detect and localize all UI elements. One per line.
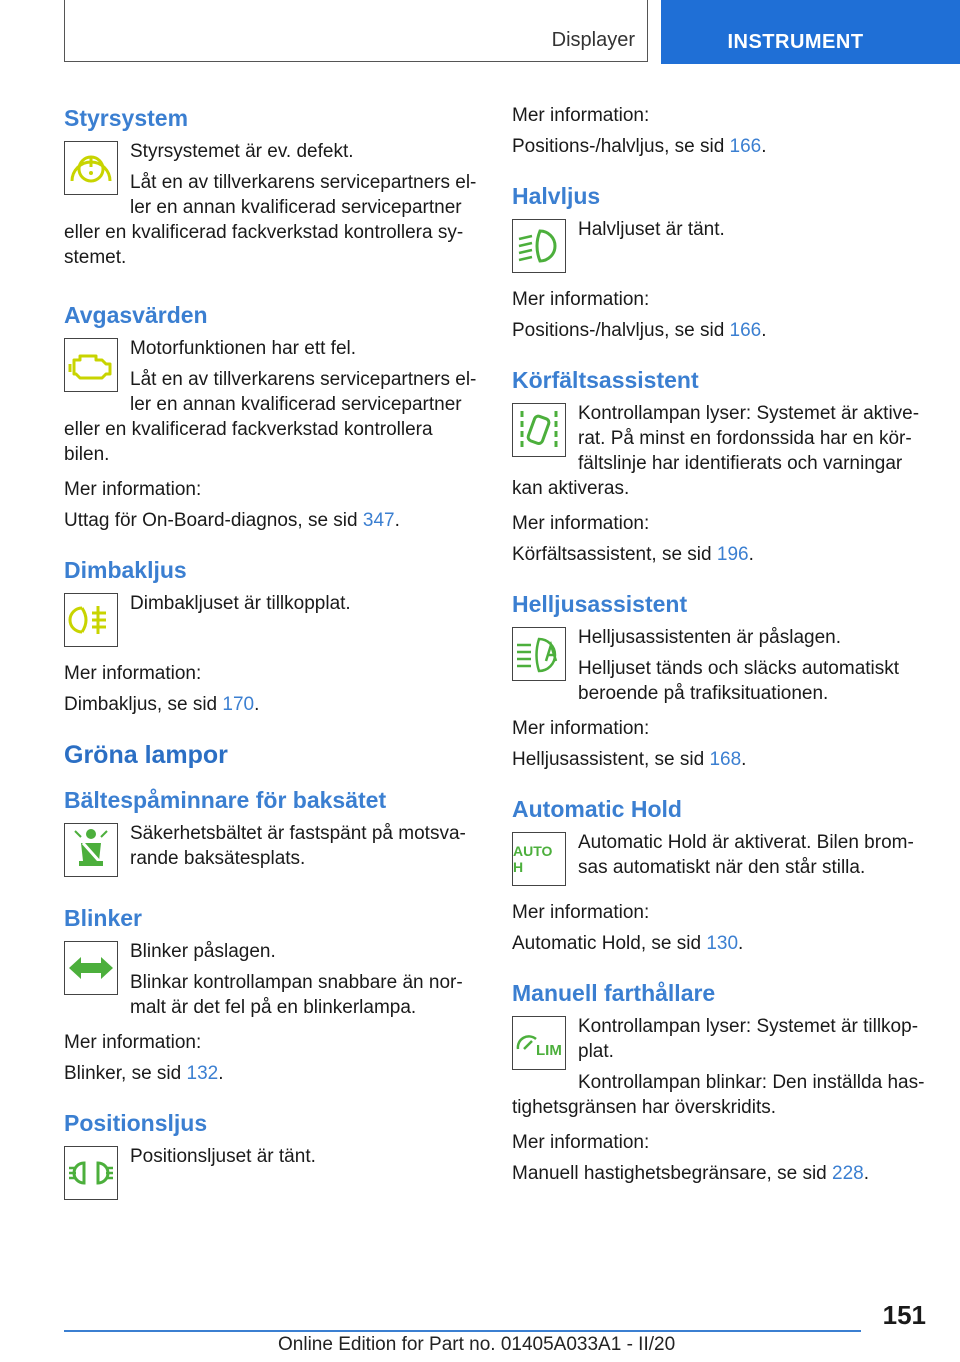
page-link[interactable]: 196	[716, 544, 749, 565]
more-info-label: Mer information:	[512, 1132, 650, 1153]
header-section-box	[64, 0, 648, 62]
paragraph: Säkerhetsbältet är fastspänt på motsva- rande baksätesplats.	[130, 823, 466, 869]
auto-hold-icon-text: AUTO H	[513, 843, 553, 875]
position-light-icon	[64, 1146, 118, 1200]
section-title: Bältespåminnare för baksätet	[64, 787, 387, 813]
section-position-more	[512, 103, 932, 159]
cross-reference: Positions-/halvljus, se sid 166.	[512, 136, 767, 157]
section-title: Positionsljus	[64, 1110, 208, 1136]
section-korfaltsassistent	[512, 365, 932, 567]
footer-edition: Online Edition for Part no. 01405A033A1 - II/20	[278, 1334, 676, 1355]
cross-reference: Dimbakljus, se sid 170.	[64, 694, 260, 715]
page-link[interactable]: 347	[362, 510, 395, 531]
speed-limiter-icon	[512, 1016, 566, 1070]
high-beam-assist-icon	[512, 627, 566, 681]
paragraph: Positionsljuset är tänt.	[130, 1146, 316, 1167]
page-link[interactable]: 170	[222, 694, 255, 715]
page-number: 151	[882, 1300, 926, 1330]
page-link[interactable]: 132	[186, 1063, 219, 1084]
header-chapter-label: INSTRUMENT	[727, 31, 864, 53]
cross-reference: Helljusassistent, se sid 168.	[512, 749, 747, 770]
paragraph: Kontrollampan lyser: Systemet är tillkop- plat.	[578, 1016, 919, 1062]
header-section-label: Displayer	[551, 29, 635, 51]
section-blinker	[64, 903, 482, 1086]
low-beam-icon	[512, 219, 566, 273]
page-link[interactable]: 166	[729, 320, 762, 341]
cross-reference: Positions-/halvljus, se sid 166.	[512, 320, 767, 341]
cross-reference: Uttag för On-Board-diagnos, se sid 347.	[64, 510, 400, 531]
paragraph: Blinkar kontrollampan snabbare än nor- malt är det fel på en blinkerlampa.	[130, 972, 463, 1018]
header-chapter-tab	[661, 0, 960, 64]
chapter-heading-green-lamps: Gröna lampor	[64, 741, 228, 769]
section-title: Körfältsassistent	[512, 367, 699, 393]
turn-signal-icon	[64, 941, 118, 995]
paragraph: eller en kvalificerad fackverkstad kontrollera bilen.	[64, 419, 433, 465]
section-title: Blinker	[64, 905, 142, 931]
more-info-label: Mer information:	[512, 105, 650, 126]
section-positionsljus	[64, 1108, 482, 1204]
page-link[interactable]: 166	[729, 136, 762, 157]
section-title: Automatic Hold	[512, 796, 682, 822]
section-title: Manuell farthållare	[512, 980, 716, 1006]
right-column	[512, 103, 932, 1208]
more-info-label: Mer information:	[64, 663, 202, 684]
more-info-label: Mer information:	[512, 289, 650, 310]
paragraph: Motorfunktionen har ett fel.	[130, 338, 357, 359]
paragraph: Dimbakljuset är tillkopplat.	[130, 593, 351, 614]
cross-reference: Körfältsassistent, se sid 196.	[512, 544, 754, 565]
more-info-label: Mer information:	[64, 1032, 202, 1053]
section-title: Helljusassistent	[512, 591, 688, 617]
cross-reference: Automatic Hold, se sid 130.	[512, 933, 744, 954]
section-title: Halvljus	[512, 183, 601, 209]
paragraph: Styrsystemet är ev. defekt.	[130, 141, 354, 162]
auto-hold-icon	[512, 832, 566, 886]
left-column	[64, 103, 482, 1226]
section-halvljus	[512, 181, 932, 343]
cross-reference: Manuell hastighetsbegränsare, se sid 228.	[512, 1163, 870, 1184]
more-info-label: Mer information:	[64, 479, 202, 500]
section-title: Styrsystem	[64, 105, 189, 131]
paragraph: Låt en av tillverkarens servicepartners el- ler en annan kvalificerad servicepartner	[130, 172, 477, 218]
rear-fog-light-icon	[64, 593, 118, 647]
section-avgasvarden	[64, 300, 482, 533]
paragraph: Kontrollampan blinkar: Den inställda has- tighetsgränsen har överskridits.	[512, 1072, 925, 1118]
more-info-label: Mer information:	[512, 718, 650, 739]
section-helljusassistent	[512, 589, 932, 772]
paragraph: eller en kvalificerad fackverkstad kontrollera sy- stemet.	[64, 222, 464, 268]
section-dimbakljus	[64, 555, 482, 717]
section-automatic-hold	[512, 794, 932, 956]
page-link[interactable]: 168	[709, 749, 742, 770]
more-info-label: Mer information:	[512, 513, 650, 534]
cross-reference: Blinker, se sid 132.	[64, 1063, 224, 1084]
section-baltespaminnare	[64, 785, 482, 881]
page-link[interactable]: 130	[706, 933, 739, 954]
paragraph: Halvljuset är tänt.	[578, 219, 725, 240]
paragraph: Automatic Hold är aktiverat. Bilen brom- sas automatiskt när den står stilla.	[578, 832, 914, 878]
more-info-label: Mer information:	[512, 902, 650, 923]
speed-limiter-icon-text: LIM	[536, 1042, 562, 1059]
footer-divider	[64, 1330, 861, 1332]
seatbelt-icon	[64, 823, 118, 877]
paragraph: Helljuset tänds och släcks automatiskt beroende på trafiksituationen.	[578, 658, 900, 704]
paragraph: Blinker påslagen.	[130, 941, 276, 962]
section-title: Dimbakljus	[64, 557, 187, 583]
engine-warning-icon	[64, 338, 118, 392]
page-link[interactable]: 228	[832, 1163, 864, 1184]
section-title: Avgasvärden	[64, 302, 208, 328]
paragraph: Helljusassistenten är påslagen.	[578, 627, 841, 648]
section-manuell-farthallare	[512, 978, 932, 1186]
paragraph: Kontrollampan lyser: Systemet är aktive- rat. På minst en fordonssida har en kör- fältslinje har identifierats och varningar kan aktiveras.	[512, 403, 920, 499]
paragraph: Låt en av tillverkarens servicepartners el- ler en annan kvalificerad servicepartner	[130, 369, 477, 415]
lane-assist-icon	[512, 403, 566, 457]
steering-warning-icon	[64, 141, 118, 195]
section-styrsystem	[64, 103, 482, 270]
